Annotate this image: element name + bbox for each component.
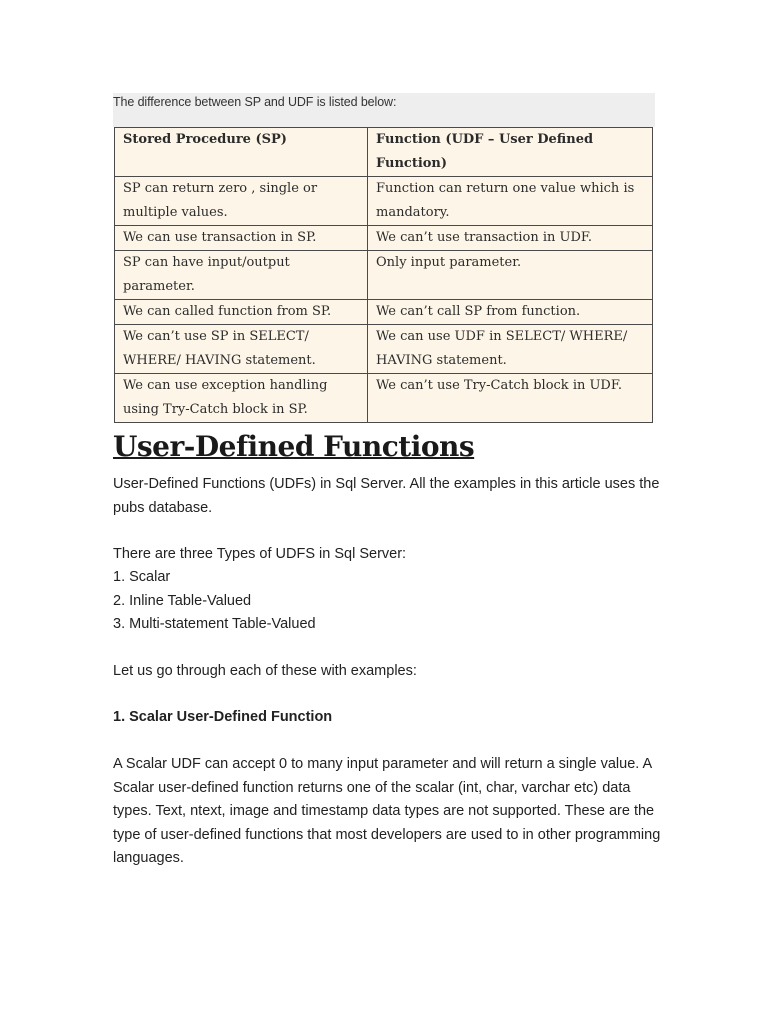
- table-header-sp: Stored Procedure (SP): [115, 128, 368, 177]
- table-cell-sp: We can use transaction in SP.: [115, 226, 368, 251]
- table-row: [115, 374, 653, 423]
- scalar-paragraph: A Scalar UDF can accept 0 to many input parameter and will return a single value. A Scalar user-defined function returns one of the scalar (int, char, varchar etc) data types. Text, ntext, image and timestamp data types are not supported. These are the type of user-defined functions that most developers are used to in other programming languages.: [113, 756, 661, 866]
- table-row: [115, 300, 653, 325]
- type-item-scalar: 1. Scalar: [113, 569, 171, 585]
- table-cell-sp: We can use exception handling using Try-Catch block in SP.: [115, 374, 368, 423]
- type-item-inline: 2. Inline Table-Valued: [113, 593, 252, 609]
- intro-paragraph: User-Defined Functions (UDFs) in Sql Server. All the examples in this article uses the pubs database.: [113, 476, 660, 516]
- table-header-row: [115, 128, 653, 177]
- table-cell-sp: We can called function from SP.: [115, 300, 368, 325]
- comparison-table: [114, 127, 653, 423]
- scalar-subheading: 1. Scalar User-Defined Function: [113, 709, 333, 725]
- table-cell-sp: SP can have input/output parameter.: [115, 251, 368, 300]
- type-item-multistatement: 3. Multi-statement Table-Valued: [113, 616, 316, 632]
- table-header-udf: Function (UDF – User Defined Function): [368, 128, 653, 177]
- table-row: [115, 226, 653, 251]
- types-intro: There are three Types of UDFS in Sql Server:: [113, 546, 407, 562]
- table-cell-udf: Only input parameter.: [368, 251, 653, 300]
- section-title: User-Defined Functions: [113, 430, 475, 463]
- walkthrough-text: Let us go through each of these with examples:: [113, 663, 417, 679]
- table-row: [115, 325, 653, 374]
- table-cell-sp: SP can return zero , single or multiple values.: [115, 177, 368, 226]
- table-row: [115, 251, 653, 300]
- table-cell-udf: We can’t call SP from function.: [368, 300, 653, 325]
- table-cell-udf: We can use UDF in SELECT/ WHERE/ HAVING statement.: [368, 325, 653, 374]
- table-cell-udf: We can’t use transaction in UDF.: [368, 226, 653, 251]
- table-cell-udf: We can’t use Try-Catch block in UDF.: [368, 374, 653, 423]
- table-row: [115, 177, 653, 226]
- intro-text: The difference between SP and UDF is listed below:: [113, 94, 397, 109]
- table-cell-sp: We can’t use SP in SELECT/ WHERE/ HAVING statement.: [115, 325, 368, 374]
- table-cell-udf: Function can return one value which is mandatory.: [368, 177, 653, 226]
